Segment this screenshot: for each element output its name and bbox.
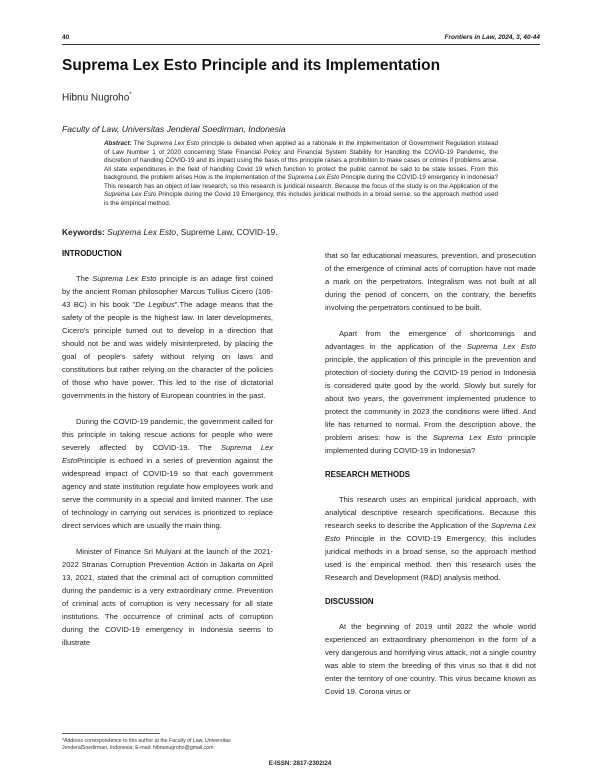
keywords-label: Keywords:	[62, 227, 105, 237]
paragraph	[325, 493, 536, 584]
author-mark: *	[129, 92, 132, 98]
paragraph	[325, 327, 536, 457]
text: principle, the application of this principle in the prevention and protection of society during the COVID-19 period in Indonesia is considered quite good by the world. Slowly but surely for about two years, the government implemented prudence to protect the community in 2023 the conditions were lifted. And life has returned to normal. From the description above, the problem arises: how is the	[325, 355, 536, 442]
journal-citation: Frontiers in Law, 2024, 3, 40-44	[444, 34, 540, 41]
keywords	[62, 227, 278, 237]
section-heading-research-methods: RESEARCH METHODS	[325, 470, 410, 479]
emphasis: De Legibus	[135, 300, 175, 309]
abstract-text: The	[131, 140, 147, 147]
paragraph	[62, 415, 273, 532]
abstract-text: Principle during the COVID-19 emergency in Indonesia? This research has an object of law research, so this research is juridical research. Because the focus of the study is on the Application of the	[104, 174, 498, 190]
author	[62, 92, 132, 103]
emphasis: Suprema Lex Esto	[325, 521, 537, 543]
text: The	[76, 274, 93, 283]
abstract-emphasis: Suprema Lex Esto	[146, 140, 200, 147]
section-heading-introduction: INTRODUCTION	[62, 249, 122, 258]
abstract-label: Abstract:	[104, 140, 132, 147]
text: principle is an adage first coined by the ancient Roman philosopher Marcus Tullius Cicero (106-43 BC) in his book "	[62, 274, 273, 309]
keywords-rest: , Supreme Law, COVID-19.	[176, 227, 278, 237]
emphasis: Suprema Lex Esto	[92, 274, 157, 283]
emphasis: Suprema Lex Esto	[62, 443, 274, 465]
footnote: *Address correspondence to this author at the Faculty of Law, Universitas JenderalSoedirman, Indonesia; E-mail: hibnunugroho@gmail.com	[62, 738, 231, 751]
emphasis: Suprema Lex Esto	[466, 342, 536, 351]
text: Apart from the emergence of shortcomings and advantages in the application of the	[325, 329, 536, 351]
keyword-emphasis: Suprema Lex Esto	[107, 227, 177, 237]
paragraph: Minister of Finance Sri Mulyani at the launch of the 2021-2022 Stranas Corruption Prevention Action in Jakarta on April 13, 2021, stated that the criminal act of corruption committed during the pandemic is a very extraordinary crime. Prevention of criminal acts of corruption is very necessary for all state institutions. The occurrence of criminal acts of corruption during the COVID-19 emergency in Indonesia seems to illustrate	[62, 547, 273, 647]
footnote-rule	[62, 733, 160, 734]
abstract-emphasis: Suprema Lex Esto	[287, 174, 340, 182]
text: principle implemented during COVID-19 in Indonesia?	[325, 433, 537, 455]
text: During the COVID-19 pandemic, the government called for this principle in taking rescue actions for people who were severely affected by COVID-19. The	[62, 417, 273, 452]
page-number: 40	[62, 34, 70, 41]
abstract-text: Principle during the Covid 19 Emergency, this includes juridical methods in a broad sense, so the approach method used is the empirical method.	[104, 191, 498, 207]
header-rule	[62, 44, 540, 45]
abstract-text: principle is debated when applied as a rationale in the implementation of Government Regulation instead of Law Number 1 of 2020 concerning State Financial Policy and Financial System Stability for Handling the COVID-19 Pandemic, the discretion of handling COVID-19 and its impact using the basis of this principle raises a prohibition to make cases or crimes if problems arise. All state expenditures in the field of handling Covid 19 which function to protect the public cannot be said to be state losses. From this background, the problem arises How is the Implementation of the	[104, 140, 498, 182]
abstract	[104, 140, 498, 208]
running-header	[62, 34, 540, 41]
text: ".The adage means that the safety of the people is the highest law. In later developments, Cicero's principle turned out to develop in a direction that should not be and was widely misinterpreted, by placing the goal of people's safety without relying on laws and constitutions but rather relying on the character of the policies of those who have power. This led to the rise of dictatorial governments in the history of European countries in the past.	[62, 300, 273, 400]
paragraph: At the beginning of 2019 until 2022 the whole world experienced an extraordinary phenomenon in the form of a very dangerous and horrifying virus attack, not a single country was able to stem the breeding of this virus so that it did not enter the territory of one country. This virus became known as Covid 19. Corona virus or	[325, 622, 536, 696]
author-name: Hibnu Nugroho	[62, 92, 130, 104]
section-heading-discussion: DISCUSSION	[325, 597, 374, 606]
text: This research uses an empirical juridical approach, with analytical descriptive research specifications. Because this research seeks to describe the Application of the	[325, 495, 536, 530]
emphasis: Suprema Lex Esto	[432, 433, 503, 442]
paragraph	[62, 272, 273, 402]
affiliation: Faculty of Law, Universitas Jenderal Soedirman, Indonesia	[62, 124, 286, 134]
page-footer: E-ISSN: 2817-2302/24	[268, 760, 332, 767]
paragraph-continued: that so far educational measures, prevention, and prosecution of the emergence of criminal acts of corruption have not made a mark on the perpetrators. Integralism was not built at all during the period of concern, on the contrary, the benefits involving the perpetrators continued to be built.	[325, 251, 536, 312]
right-column	[325, 249, 536, 698]
paper-title: Suprema Lex Esto Principle and its Implementation	[62, 57, 441, 74]
abstract-emphasis: Suprema Lex Esto	[104, 191, 157, 199]
left-column	[62, 249, 273, 649]
text: Principle in the COVID-19 Emergency, this includes juridical methods in a broad sense, so the approach method used is the empirical method. then this research uses the Research and Development (R&D) analysis method.	[325, 534, 536, 582]
text: Principle is echoed in a series of prevention against the widespread impact of COVID-19 so that each government agency and state institution regulate how employees work and serve the community in a special and limited manner. The use of technology in carrying out services is prioritized to replace direct services which are usually the main thing.	[62, 456, 273, 530]
